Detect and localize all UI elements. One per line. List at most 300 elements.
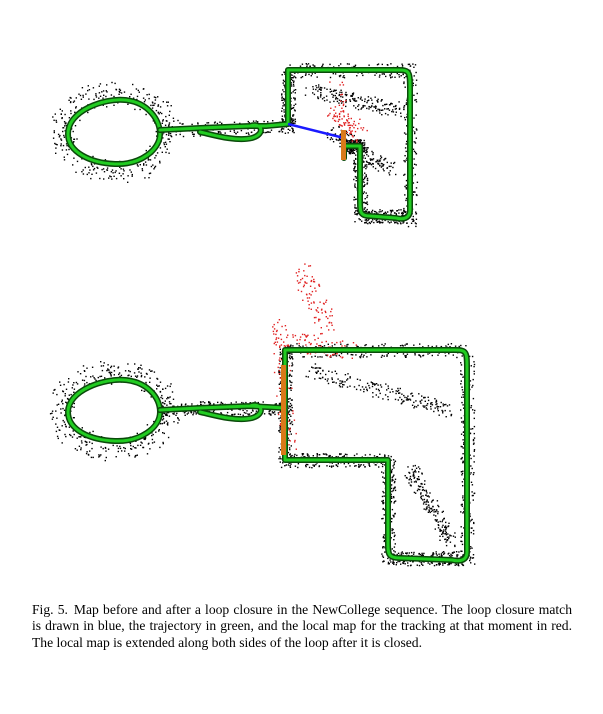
map-point [414,131,415,132]
map-point [59,135,60,136]
map-point [277,322,278,323]
map-point [289,414,290,415]
map-point [453,354,454,355]
map-point [157,378,158,379]
map-point [314,339,315,340]
map-point [384,534,385,535]
map-point [287,335,288,336]
map-point [379,165,380,166]
map-point [366,166,367,167]
map-point [319,302,320,303]
map-point [358,104,359,105]
map-point [430,406,431,407]
map-point [383,500,384,501]
map-point [429,492,430,493]
map-point [421,473,422,474]
map-point [321,333,322,334]
map-point [124,91,125,92]
map-point [234,122,235,123]
map-point [364,466,365,467]
map-point [75,125,76,126]
map-point [314,288,315,289]
map-point [166,134,167,135]
map-point [383,561,384,562]
map-point [164,422,165,423]
map-point [292,370,293,371]
map-point [357,379,358,380]
map-point [131,171,132,172]
map-point [335,113,336,114]
map-point [100,83,101,84]
map-point [372,210,373,211]
map-point [166,120,167,121]
map-point [438,554,439,555]
map-point [472,428,473,429]
map-point [470,558,471,559]
map-point [382,476,383,477]
map-point [441,402,442,403]
map-point [80,447,81,448]
map-point [399,397,400,398]
map-point [394,464,395,465]
map-point [381,157,382,158]
map-point [406,223,407,224]
local-map-segment [341,130,346,160]
map-point [423,407,424,408]
map-point [415,226,416,227]
map-point [368,219,369,220]
map-point [274,353,275,354]
map-point [74,139,75,140]
map-point [200,135,201,136]
map-point [351,118,352,119]
map-point [401,403,402,404]
map-point [434,509,435,510]
map-point [391,162,392,163]
map-point [367,390,368,391]
map-point [95,93,96,94]
map-point [390,170,391,171]
map-point [65,424,66,425]
map-point [392,210,393,211]
map-point [415,471,416,472]
map-point [439,536,440,537]
map-point [117,367,118,368]
map-point [245,402,246,403]
map-point [328,344,329,345]
map-point [392,548,393,549]
map-point [406,399,407,400]
map-point [415,212,416,213]
map-point [372,110,373,111]
map-point [375,161,376,162]
map-point [451,555,452,556]
map-point [378,389,379,390]
map-point [355,65,356,66]
map-point [346,140,347,141]
map-point [339,380,340,381]
map-point [92,375,93,376]
map-point [416,194,417,195]
map-point [335,121,336,122]
map-point [368,164,369,165]
map-point [241,402,242,403]
map-point [343,384,344,385]
map-point [414,471,415,472]
map-point [395,106,396,107]
map-point [294,456,295,457]
map-point [80,449,81,450]
map-point [422,499,423,500]
map-point [337,466,338,467]
map-point [289,355,290,356]
map-point [461,471,462,472]
map-point [310,66,311,67]
map-point [283,109,284,110]
map-point [383,170,384,171]
map-point [366,176,367,177]
map-point [353,153,354,154]
map-point [84,380,85,381]
map-point [374,75,375,76]
map-point [340,453,341,454]
map-point [57,404,58,405]
map-point [305,335,306,336]
map-point [195,411,196,412]
map-point [73,131,74,132]
map-point [458,565,459,566]
map-point [92,443,93,444]
map-point [445,529,446,530]
map-point [77,383,78,384]
map-point [289,465,290,466]
map-point [285,133,286,134]
map-point [280,403,281,404]
map-point [460,373,461,374]
map-point [73,382,74,383]
map-point [474,364,475,365]
map-point [365,168,366,169]
map-point [395,543,396,544]
map-point [302,300,303,301]
map-point [380,211,381,212]
map-point [430,403,431,404]
map-point [377,222,378,223]
loop-closure-match [288,124,344,138]
map-point [65,402,66,403]
map-point [392,469,393,470]
map-point [428,501,429,502]
map-point [281,344,282,345]
map-point [461,446,462,447]
map-point [143,164,144,165]
map-point [297,280,298,281]
map-point [283,80,284,81]
map-point [88,454,89,455]
map-point [407,466,408,467]
map-point [143,98,144,99]
map-point [368,463,369,464]
map-point [383,472,384,473]
map-point [119,372,120,373]
map-point [321,356,322,357]
map-point [132,84,133,85]
map-point [472,409,473,410]
map-point [393,106,394,107]
map-point [122,173,123,174]
map-point [105,450,106,451]
map-point [393,488,394,489]
map-point [84,371,85,372]
map-point [440,406,441,407]
map-point [288,444,289,445]
map-point [398,399,399,400]
map-point [173,399,174,400]
map-point [356,207,357,208]
map-point [372,219,373,220]
map-point [288,434,289,435]
map-point [99,376,100,377]
map-point [69,117,70,118]
map-point [274,414,275,415]
map-point [340,96,341,97]
map-point [325,354,326,355]
map-point [378,466,379,467]
map-point [240,414,241,415]
map-point [374,455,375,456]
map-point [412,395,413,396]
map-point [339,100,340,101]
map-point [307,297,308,298]
map-point [103,448,104,449]
map-point [462,473,463,474]
map-point [395,490,396,491]
map-point [92,166,93,167]
map-point [60,408,61,409]
map-point [397,561,398,562]
map-point [137,375,138,376]
map-point [121,375,122,376]
map-point [347,141,348,142]
map-point [326,465,327,466]
map-point [381,100,382,101]
map-point [367,130,368,131]
map-point [440,564,441,565]
map-point [456,357,457,358]
map-point [427,496,428,497]
map-point [356,100,357,101]
map-point [356,141,357,142]
map-point [407,399,408,400]
map-point [85,167,86,168]
map-point [317,455,318,456]
map-point [365,454,366,455]
map-point [286,464,287,465]
map-point [338,65,339,66]
map-point [150,159,151,160]
map-point [328,329,329,330]
map-point [419,489,420,490]
map-point [415,64,416,65]
map-point [355,171,356,172]
map-point [291,119,292,120]
map-point [121,92,122,93]
map-point [362,105,363,106]
map-point [141,368,142,369]
map-point [462,535,463,536]
map-point [447,405,448,406]
map-point [136,377,137,378]
map-point [279,363,280,364]
map-point [307,464,308,465]
map-point [154,103,155,104]
map-point [106,169,107,170]
map-point [55,153,56,154]
map-point [320,373,321,374]
map-point [376,110,377,111]
map-point [363,161,364,162]
map-point [291,127,292,128]
map-point [383,164,384,165]
map-point [393,516,394,517]
map-point [470,407,471,408]
map-point [137,164,138,165]
map-point [403,210,404,211]
map-point [422,490,423,491]
map-point [372,386,373,387]
map-point [140,442,141,443]
map-point [355,101,356,102]
map-point [296,455,297,456]
map-point [421,395,422,396]
map-point [437,505,438,506]
map-point [443,403,444,404]
map-point [354,183,355,184]
map-point [441,553,442,554]
map-point [367,182,368,183]
map-point [279,412,280,413]
map-point [436,564,437,565]
map-point [403,353,404,354]
map-point [413,345,414,346]
map-point [343,110,344,111]
map-point [155,155,156,156]
map-point [326,300,327,301]
map-point [92,431,93,432]
map-point [120,90,121,91]
map-point [69,427,70,428]
map-point [391,496,392,497]
map-point [311,281,312,282]
map-point [76,97,77,98]
map-point [138,367,139,368]
map-point [346,454,347,455]
map-point [246,133,247,134]
map-point [321,346,322,347]
map-point [96,96,97,97]
map-point [407,354,408,355]
map-point [88,172,89,173]
map-point [319,378,320,379]
map-point [279,456,280,457]
map-point [418,471,419,472]
map-point [379,112,380,113]
map-point [291,382,292,383]
map-point [149,94,150,95]
map-point [113,96,114,97]
map-point [355,158,356,159]
map-point [421,496,422,497]
map-point [472,468,473,469]
map-point [119,91,120,92]
map-point [55,410,56,411]
map-point [382,491,383,492]
map-point [391,389,392,390]
map-point [356,453,357,454]
map-point [405,134,406,135]
map-point [66,145,67,146]
map-point [146,150,147,151]
map-point [313,455,314,456]
map-point [347,378,348,379]
map-point [279,372,280,373]
map-point [364,184,365,185]
map-point [290,453,291,454]
map-point [165,146,166,147]
map-point [60,109,61,110]
map-point [395,174,396,175]
map-point [363,106,364,107]
map-point [356,75,357,76]
map-point [366,211,367,212]
map-point [316,373,317,374]
map-point [428,512,429,513]
map-point [389,559,390,560]
map-point [397,210,398,211]
map-point [331,94,332,95]
map-point [363,391,364,392]
map-point [400,345,401,346]
map-point [137,445,138,446]
map-point [352,135,353,136]
map-point [345,92,346,93]
map-point [297,467,298,468]
map-point [360,464,361,465]
map-point [352,354,353,355]
map-point [208,122,209,123]
map-point [365,202,366,203]
map-point [348,151,349,152]
map-point [329,81,330,82]
map-point [302,346,303,347]
map-point [344,463,345,464]
map-point [382,163,383,164]
map-point [53,390,54,391]
map-point [118,451,119,452]
map-point [281,359,282,360]
map-point [316,87,317,88]
map-point [177,120,178,121]
map-point [336,139,337,140]
map-point [353,168,354,169]
map-point [192,132,193,133]
map-point [392,391,393,392]
map-point [133,446,134,447]
map-point [344,124,345,125]
map-point [367,209,368,210]
map-point [419,565,420,566]
map-point [125,448,126,449]
